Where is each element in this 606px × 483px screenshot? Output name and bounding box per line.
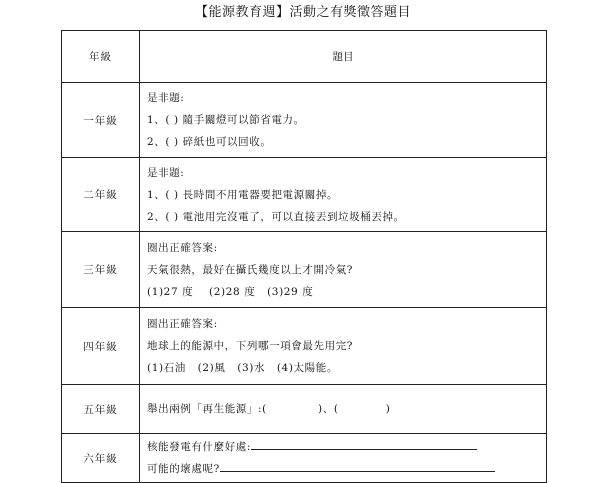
answer-blank	[220, 458, 495, 472]
table-row-grade-1	[62, 83, 547, 158]
grade-label: 六年級	[62, 434, 140, 483]
question-cell	[140, 232, 547, 308]
table-row-grade-3	[62, 232, 547, 308]
question-text: 可能的壞處呢?	[147, 463, 220, 475]
question-cell	[140, 308, 547, 385]
table-row-grade-6	[62, 434, 547, 483]
question-line: 舉出兩例「再生能源」:( )、( )	[147, 403, 391, 415]
page-title: 【能源教育週】活動之有獎徵答題目	[194, 5, 411, 20]
question-line: 1、( ) 隨手關燈可以節省電力。	[147, 114, 305, 126]
question-line: (1)27 度 (2)28 度 (3)29 度	[147, 285, 314, 298]
grade-label: 二年級	[62, 158, 140, 232]
question-line: 2、( ) 碎紙也可以回收。	[147, 136, 272, 148]
question-line: 1、( ) 長時間不用電器要把電源關掉。	[147, 188, 339, 201]
question-line	[147, 458, 546, 480]
question-line: 是非題:	[147, 92, 185, 104]
grade-label: 一年級	[62, 83, 140, 158]
table-row-grade-4	[62, 308, 547, 385]
question-line	[147, 436, 546, 458]
grade-label: 四年級	[62, 308, 140, 385]
question-cell	[140, 385, 547, 434]
question-cell	[140, 83, 547, 158]
grade-label: 五年級	[62, 385, 140, 434]
question-line: (1)石油 (2)風 (3)水 (4)太陽能。	[147, 362, 338, 374]
question-line: 是非題:	[147, 166, 185, 179]
answer-blank	[251, 436, 477, 450]
header-grade: 年級	[62, 31, 140, 83]
table-header-row	[62, 31, 547, 83]
question-line: 地球上的能源中，下列哪一項會最先用完?	[147, 340, 354, 352]
question-cell	[140, 434, 547, 483]
grade-label: 三年級	[62, 232, 140, 308]
table-row-grade-5	[62, 385, 547, 434]
table-row-grade-2	[62, 158, 547, 232]
question-line: 圈出正確答案:	[147, 318, 218, 330]
quiz-table	[61, 30, 547, 483]
question-line: 天氣很熱，最好在攝氏幾度以上才開冷氣?	[147, 263, 354, 276]
question-line: 2、( ) 電池用完沒電了，可以直接丟到垃圾桶丟掉。	[147, 210, 405, 223]
question-text: 核能發電有什麼好處:	[147, 441, 252, 453]
header-question: 題目	[140, 31, 547, 83]
question-cell	[140, 158, 547, 232]
question-line: 圈出正確答案:	[147, 241, 218, 254]
